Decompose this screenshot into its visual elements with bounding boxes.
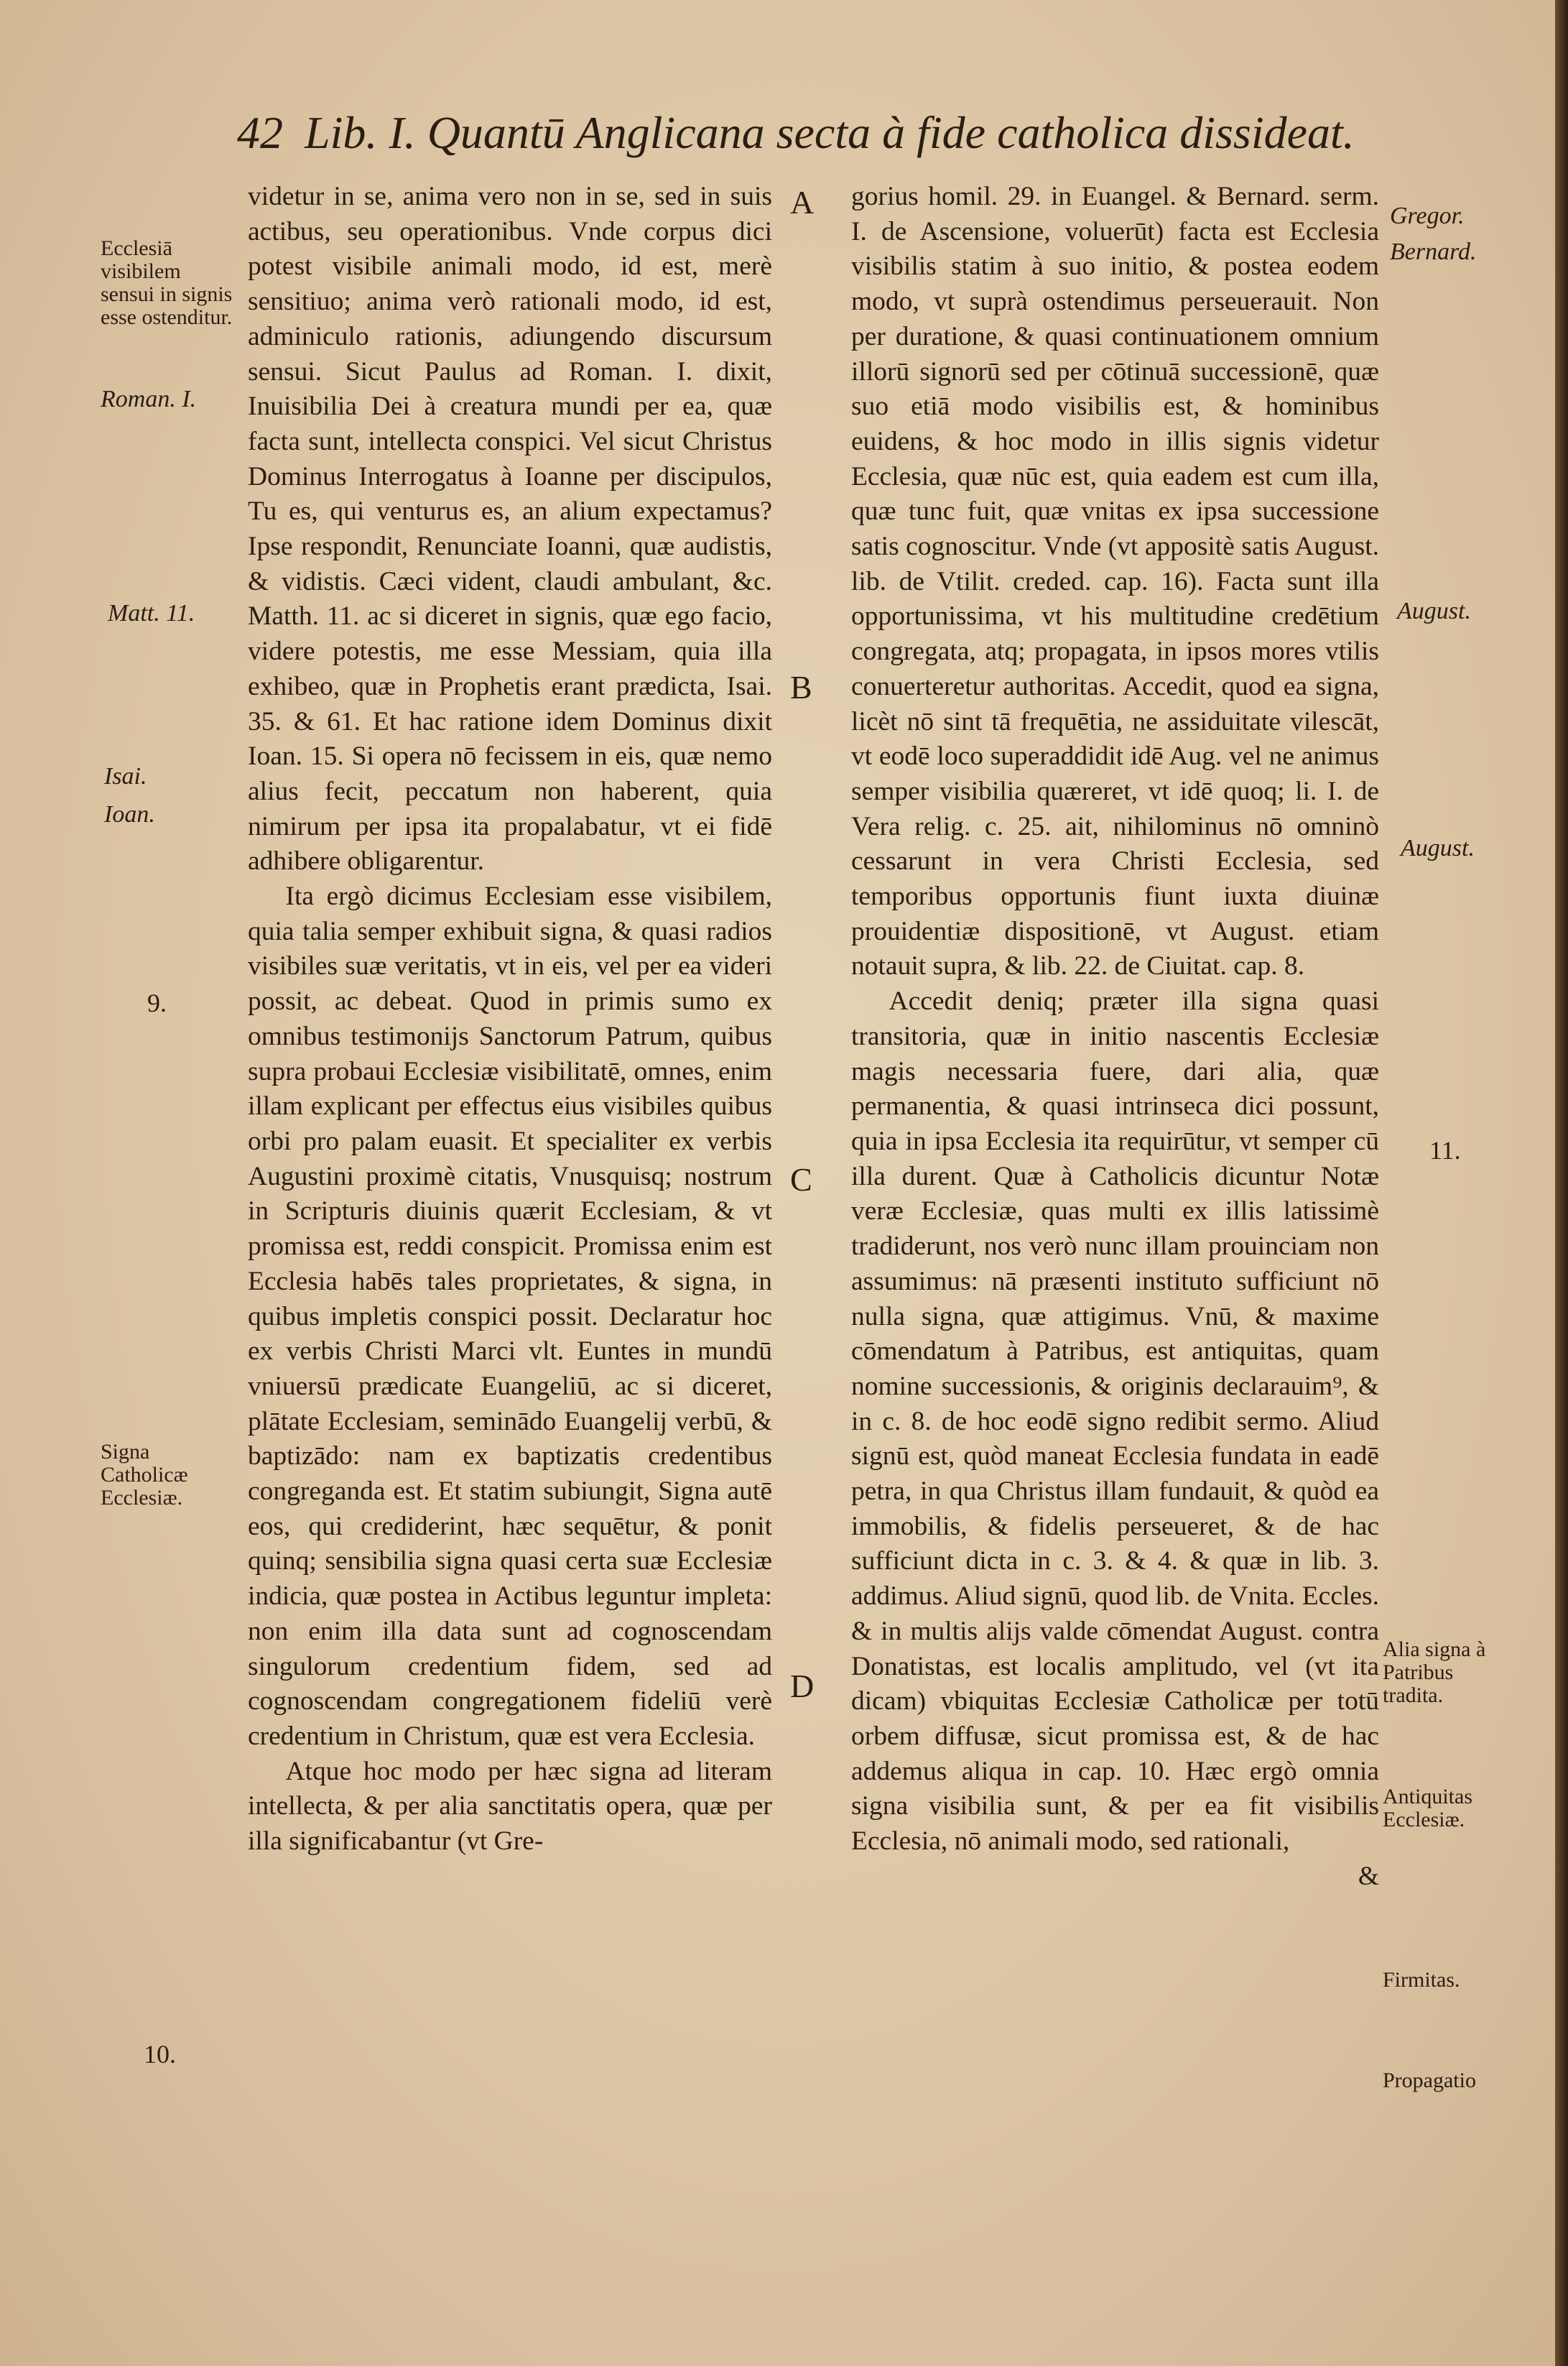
paragraph: videtur in se, anima vero non in se, sed in suis actibus, seu operationibus. Vnde corpus dici potest visibile animali modo, id est, merè sensitiuo; anima verò rationali modo, id est, adminiculo rationis, adiungendo discursum sensui. Sicut Paulus ad Roman. I. dixit, Inuisibilia Dei à creatura mundi per ea, quæ facta sunt, intellecta conspici. Vel sicut Christus Dominus Interrogatus à Ioanne per discipulos, Tu es, qui venturus es, an alium expectamus? Ipse respondit, Renunciate Ioanni, quæ audistis, & vidistis. Cæci vident, claudi ambulant, &c. Matth. 11. ac si diceret in signis, quæ ego facio, videre potestis, me esse Messiam, quia illa exhibeo, quæ in Prophetis erant prædicta, Isai. 35. & 61. Et hac ratione idem Dominus dixit Ioan. 15. Si opera nō fecissem in eis, quæ nemo alius fecit, peccatum non haberent, quia nimirum per ipsa ita propalabatur, vt ei fidē adhibere obligarentur. xyxy=(248,182,772,877)
margin-number-11: 11. xyxy=(1429,1136,1461,1165)
margin-ref-ioan: Ioan. xyxy=(104,801,155,828)
text-column-right xyxy=(851,180,1379,1894)
margin-ref-matt: Matt. 11. xyxy=(108,600,195,627)
margin-ref-gregor: Gregor. xyxy=(1390,203,1465,229)
paragraph: Accedit deniq; præter illa signa quasi transitoria, quæ in initio nascentis Ecclesiæ magis necessaria fuere, dari alia, quæ permanentia, & quasi intrinseca dici possunt, quia in ipsa Ecclesia ita requirūtur, vt semper cū illa durent. Quæ à Catholicis dicuntur Notæ veræ Ecclesiæ, quas multi ex illis latissimè tradiderunt, nos verò nunc illam prouinciam non assumimus: nā præsenti instituto sufficiunt nō nulla signa, quæ attigimus. Vnū, & maxime cōmendatum à Patribus, est antiquitas, quam nomine successionis, & originis declarauim⁹, & in c. 8. de hoc eodē signo redibit sermo. Aliud signū est, quòd maneat Ecclesia fundata in eadē petra, in qua Christus illam fundauit, & quòd ea immobilis, & fidelis perseueret, & de hac sufficiunt dicta in c. 3. & 4. & quæ in lib. 3. addimus. Aliud signū, quod lib. de Vnita. Eccles. & in multis alijs valde cōmendat August. contra Donatistas, est localis amplitudo, vel (vt ita dicam) vbiquitas Ecclesiæ Catholicæ per totū orbem diffusæ, sicut promissa est, & de hac addemus aliqua in cap. 10. Hæc ergò omnia signa visibilia sunt, & per ea fit visibilis Ecclesia, nō animali modo, sed rationali, xyxy=(851,986,1379,1857)
text-column-left xyxy=(248,180,772,1859)
margin-note-signa: Signa Catholicæ Ecclesiæ. xyxy=(101,1440,188,1510)
margin-ref-isai: Isai. xyxy=(104,763,147,790)
margin-note-antiquitas: Antiquitas Ecclesiæ. xyxy=(1383,1785,1472,1831)
margin-number-9: 9. xyxy=(147,989,167,1017)
margin-ref-roman: Roman. I. xyxy=(101,386,197,412)
book-spine xyxy=(1555,0,1568,2366)
paragraph: Atque hoc modo per hæc signa ad literam intellecta, & per alia sanctitatis opera, quæ per illa significabantur (vt Gre- xyxy=(248,1756,772,1857)
running-title: Lib. I. Quantū Anglicana secta à fide catholica dissideat. xyxy=(305,107,1355,158)
catchword: & xyxy=(1358,1861,1379,1891)
section-letter-b: B xyxy=(790,669,812,706)
margin-ref-bernard: Bernard. xyxy=(1390,239,1477,265)
margin-note-alia-signa: Alia signa à Patribus tradita. xyxy=(1383,1637,1486,1707)
paragraph: gorius homil. 29. in Euangel. & Bernard. serm. I. de Ascensione, voluerūt) facta est Ecclesia visibilis statim à suo initio, & postea eodem modo, vt suprà ostendimus perseuerauit. Non per duratione, & quasi continuationem omnium illorū signorū sed per cōtinuā successionē, quæ suo etiā modo visibilis est, & hominibus euidens, & hoc modo in illis signis videtur Ecclesia, quæ nūc est, quia eadem est cum illa, quæ tunc fuit, quæ vnitas ex ipsa successione satis cognoscitur. Vnde (vt appositè satis August. lib. de Vtilit. creded. cap. 16). Facta sunt illa opportunissima, vt his multitudine credētium congregata, atq; propagata, in ipsos mores vtilis conuerteretur authoritas. Accedit, quod ea signa, licèt nō sint tā frequētia, ne assiduitate vilescāt, vt eodē loco superaddidit idē Aug. vel ne animus semper visibilia quæreret, vt idē quoq; li. I. de Vera relig. c. 25. ait, nihilominus nō omninò cessarunt in vera Christi Ecclesia, sed temporibus opportunis fiunt iuxta diuinæ prouidentiæ dispositionē, vt August. etiam notauit supra, & lib. 22. de Ciuitat. cap. 8. xyxy=(851,182,1379,981)
running-header xyxy=(237,101,1415,165)
paragraph: Ita ergò dicimus Ecclesiam esse visibilem, quia talia semper exhibuit signa, & quasi radios visibiles suæ veritatis, vt in eis, vel per ea videri possit, ac debeat. Quod in primis sumo ex omnibus testimonijs Sanctorum Patrum, quibus supra probaui Ecclesiæ visibilitatē, omnes, enim illam explicant per effectus eius visibiles quibus orbi pro palam euasit. Et specialiter ex verbis Augustini proximè citatis, Vnusquisq; nostrum in Scripturis diuinis quærit Ecclesiam, & vt promissa est, reddi conspicit. Promissa enim est Ecclesia habēs tales proprietates, & signa, in quibus impletis conspici possit. Declaratur hoc ex verbis Christi Marci vlt. Euntes in mundū vniuersū prædicate Euangeliū, ac si diceret, plātate Ecclesiam, seminādo Euangelij verbū, & baptizādo: nam ex baptizatis credentibus congreganda est. Et statim subiungit, Signa autē eos, qui crediderint, hæc sequētur, & ponit quinq; sensibilia signa quasi certa suæ Ecclesiæ indicia, quæ postea in Actibus leguntur impleta: non enim illa data sunt ad cognoscendam singulorum credentium fidem, sed ad cognoscendam congregationem fideliū verè credentium in Christum, quæ est vera Ecclesia. xyxy=(248,882,772,1751)
margin-number-10: 10. xyxy=(144,2040,176,2069)
margin-note-propagatio: Propagatio xyxy=(1383,2069,1476,2092)
margin-ref-august-1: August. xyxy=(1397,598,1471,624)
margin-note-firmitas: Firmitas. xyxy=(1383,1968,1460,1992)
margin-ref-august-2: August. xyxy=(1401,835,1475,861)
section-letter-c: C xyxy=(790,1161,812,1198)
page-number: 42 xyxy=(237,107,283,158)
margin-note-visible-church: Ecclesiā visibilem sensui in signis esse ostenditur. xyxy=(101,236,233,329)
section-letter-a: A xyxy=(790,184,815,221)
section-letter-d: D xyxy=(790,1668,815,1704)
